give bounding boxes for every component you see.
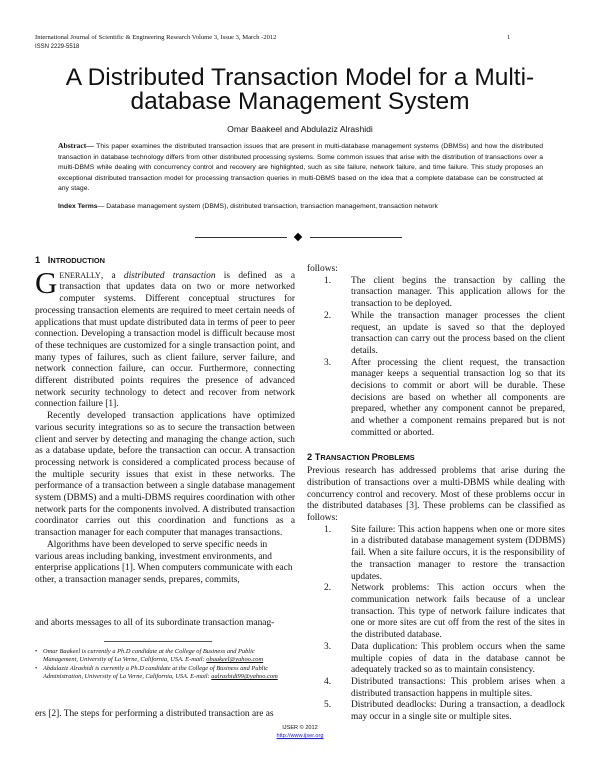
item-number: 3. [324,641,332,652]
intro-paragraph-4: and aborts messages to all of its subordinate transaction manag- [35,618,275,628]
item-number: 1. [324,524,332,535]
authors: Omar Baakeel and Abdulaziz Alrashidi [227,124,373,134]
footnotes [35,648,285,681]
right-column [307,264,565,724]
item-number: 4. [324,676,332,687]
list-item [324,311,565,358]
index-terms-text: — Database management system (DBMS), distributed transaction, transaction management, transaction network [97,203,438,210]
page-footer [0,724,600,740]
intro-paragraph-1 [35,264,295,411]
bullet: • [35,664,38,672]
problems-intro: Previous research has addressed problems that arise during the distribution of transactions over a multi-DBMS while dealing with concurrency control and recovery. Most of these problems occur in the distributed databases [3]. These problems can be classified as follows: [307,466,565,524]
journal-url-link[interactable]: http://www.ijser.org [276,733,324,739]
item-text: Distributed deadlocks: During a transaction, a deadlock may occur in a single site or multiple sites. [351,700,565,723]
section-2-heading [307,452,565,464]
footnote-item [35,665,285,682]
drop-cap: G [35,264,58,300]
heading-rest: ROBLEMS [377,452,415,462]
lead-word: ENERALLY [59,270,101,280]
problems-list [307,525,565,724]
section-1-heading [35,255,295,267]
footnote-rule [104,641,212,642]
item-number: 2. [324,583,332,594]
email-link[interactable]: obaakeel@yahoo.com [206,656,264,664]
copyright: IJSER © 2012 [282,725,318,731]
heading-rest: NTRODUCTION [50,256,105,265]
item-text: While the transaction manager processes the client request, an update is saved so that the deployed transaction can carry out the process based on the client details. [351,310,565,356]
item-number: 2. [324,310,332,321]
heading-rest: RANSACTION [320,452,372,462]
section-number: 2 [307,451,313,462]
text: is defined as a transaction that updates data on two or more networked computer systems. Different conceptual structures for processing transaction elements are required to meet certain needs of applications that must update distributed data in terms of peer to peer connection. Developing a transaction model is difficult because most of these techniques are customized for a single transaction point, and many types of failures, such as client failure, server failure, and network connection failure, can occur. Furthermore, connecting different distributed points requires the presence of advanced network security technology to detect and recover from network connection failure [1]. [35,270,295,410]
heading-initial: T [314,451,321,462]
item-number: 5. [324,700,332,711]
diamond-icon [294,233,302,241]
index-terms [58,203,543,210]
title-line-1: A Distributed Transaction Model for a Multi- [65,64,535,91]
paper-title [0,66,600,114]
footnote-item [35,648,285,665]
item-text: Data duplication: This problem occurs when the same multiple copies of data in the database cannot be adequately tracked so as to maintain consistency. [351,641,565,676]
abstract-text: This paper examines the distributed transaction issues that are present in multi-database management systems (DBMSs) and how the distributed transaction in database technology differs from other distributed processing systems. Some common issues that arise with the distribution of transactions over a multi-DBMS while dealing with concurrency control and recovery are highlighted, such as site failure, network failure, and time failure. This study proposes an exceptional distributed transaction model for processing transaction queries in multi-DBMS based on the idea that a complete database can be constructed at any stage. [58,143,543,193]
item-text: Network problems: This action occurs when the communication network fails because of a unclear transaction. This type of network failure indicates that one or more sites are cut off from the rest of the sites in the distributed database. [351,583,565,641]
footnote-text: Abdulaziz Alrashidi is currently a Ph.D candidate at the College of Business and Public Administration, University of La Verne, California, USA. E-mail: [43,664,269,680]
bullet: • [35,648,38,655]
list-item [324,525,565,584]
list-item [324,642,565,677]
item-text: Distributed transactions: This problem arises when a distributed transaction happens in multiple sites. [351,676,565,699]
list-item [324,358,565,440]
intro-paragraph-5: ers [2]. The steps for performing a distributed transaction are as [35,709,274,719]
abstract-label: Abstract— [58,141,94,150]
left-column [35,255,295,587]
item-text: Site failure: This action happens when one or more sites in a distributed database management system (DDBMS) fail. When a site failure occurs, it is the responsibility of the transaction manager to restore the transaction updates. [351,524,565,582]
email-link[interactable]: aalrashidi99@yahoo.com [211,672,278,680]
list-item [324,583,565,642]
list-item [324,276,565,311]
follows-text: follows: [307,264,338,274]
list-item [324,700,565,723]
abstract [58,141,543,195]
item-number: 3. [324,357,332,368]
item-number: 1. [324,275,332,286]
issn: ISSN 2229-5518 [35,44,80,50]
heading-initial: I [47,255,51,265]
footnote-text: Omar Baakeel is currently a Ph.D candidate at the College of Business and Public Management, University of La Verne, California, USA. E-mail: [43,648,255,664]
heading-initial: P [371,451,378,462]
title-line-2: database Management System [130,88,470,115]
section-separator [195,233,405,243]
italic-term: distributed transaction [123,270,216,281]
index-terms-label: Index Terms [58,203,98,210]
item-text: The client begins the transaction by calling the transaction manager. This application allows for the transaction to be deployed. [351,275,565,310]
separator-line [310,237,402,238]
text: , a [100,270,124,281]
list-item [324,677,565,700]
page-number: 1 [507,34,511,41]
transaction-steps-list [307,276,565,440]
section-number: 1 [35,255,41,265]
separator-line [195,237,287,238]
journal-header: International Journal of Scientific & Engineering Research Volume 3, Issue 3, March -2012 [35,34,277,41]
intro-paragraph-2: Recently developed transaction applications have optimized various security integrations so as to secure the transaction between client and server by detecting and managing the change action, such as a database update, before the transaction can occur. A transaction processing network is considered a complicated process because of the multiple security issues that exist in these networks. The performance of a transaction between a single database management system (DBMS) and a multi-DBMS requires coordination with other network parts for the components involved. A distributed transaction coordinator carries out this coordination and functions as a transaction manager for each computer that manages transactions. [35,411,295,539]
intro-paragraph-3: Algorithms have been developed to serve specific needs in various areas including banking, investment environments, and enterprise applications [1]. When computers communicate with each other, a transaction manager sends, prepares, commits, [35,539,293,585]
item-text: After processing the client request, the transaction manager keeps a sequential transaction log so that its decisions to commit or abort will be durable. These decisions are based on whether all components are prepared, whether any component cannot be prepared, and whether a component remains prepared but is not committed or aborted. [351,357,565,438]
